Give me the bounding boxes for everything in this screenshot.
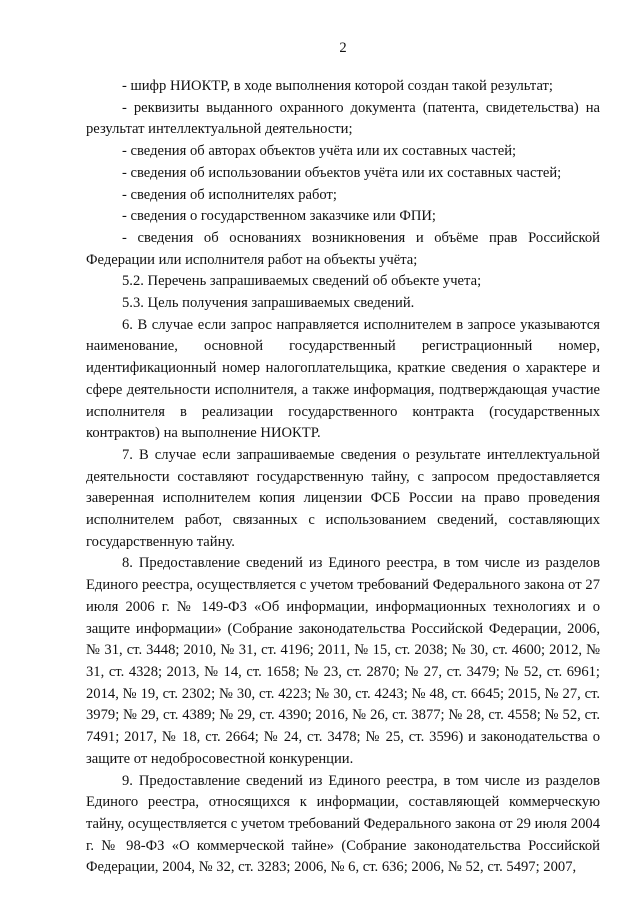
clause-6: 6. В случае если запрос направляется исполнителем в запросе указываются наименование, основной государственный регистрационный номер, идентификационный номер налогоплательщика, краткие сведения о характере и сфере деятельности исполнителя, а также информация, подтверждающая участие исполнителя в реализации государственного контракта (государственных контрактов) на выполнение НИОКТР. [86,316,600,442]
document-body [86,76,600,879]
list-item-protection-document: - реквизиты выданного охранного документа (патента, свидетельства) на результат интеллектуальной деятельности; [86,99,600,138]
list-item-customer: - сведения о государственном заказчике или ФПИ; [122,208,436,225]
clause-8: 8. Предоставление сведений из Единого реестра, в том числе из разделов Единого реестра, осуществляется с учетом требований Федерального закона от 27 июля 2006 г. № 149-ФЗ «Об информации, информационных технологиях и о защите информации» (Собрание законодательства Российской Федерации, 2006, № 31, ст. 3448; 2010, № 31, ст. 4196; 2011, № 15, ст. 2038; № 30, ст. 4600; 2012, № 31, ст. 4328; 2013, № 14, ст. 1658; № 23, ст. 2870; № 27, ст. 3479; № 52, ст. 6961; 2014, № 19, ст. 2302; № 30, ст. 4223; № 30, ст. 4243; № 48, ст. 6645; 2015, № 27, ст. 3979; № 29, ст. 4389; № 29, ст. 4390; 2016, № 26, ст. 3877; № 28, ст. 4558; № 52, ст. 7491; 2017, № 18, ст. 2664; № 24, ст. 3478; № 25, ст. 3596) и законодательства о защите от недобросовестной конкуренции. [86,555,600,767]
page-number: 2 [339,40,347,56]
list-item-usage: - сведения об использовании объектов учёта или их составных частей; [122,164,562,181]
list-item-authors: - сведения об авторах объектов учёта или их составных частей; [122,143,517,160]
list-item-rights: - сведения об основаниях возникновения и объёме прав Российской Федерации или исполнителя работ на объекты учёта; [86,229,600,268]
clause-5-3: 5.3. Цель получения запрашиваемых сведений. [122,295,415,312]
list-item-executors: - сведения об исполнителях работ; [122,186,337,203]
list-item-niokrt-code: - шифр НИОКТР, в ходе выполнения которой создан такой результат; [122,78,553,94]
clause-5-2: 5.2. Перечень запрашиваемых сведений об объекте учета; [122,273,482,290]
clause-9: 9. Предоставление сведений из Единого реестра, в том числе из разделов Единого реестра, относящихся к информации, составляющей коммерческую тайну, осуществляется с учетом требований Федерального закона от 29 июля 2004 г. № 98-ФЗ «О коммерческой тайне» (Собрание законодательства Российской Федерации, 2004, № 32, ст. 3283; 2006, № 6, ст. 636; 2006, № 52, ст. 5497; 2007, [86,772,600,876]
clause-7: 7. В случае если запрашиваемые сведения о результате интеллектуальной деятельности составляют государственную тайну, с запросом предоставляется заверенная исполнителем копия лицензии ФСБ России на право проведения исполнителем работ, связанных с использованием сведений, составляющих государственную тайну. [86,446,600,550]
